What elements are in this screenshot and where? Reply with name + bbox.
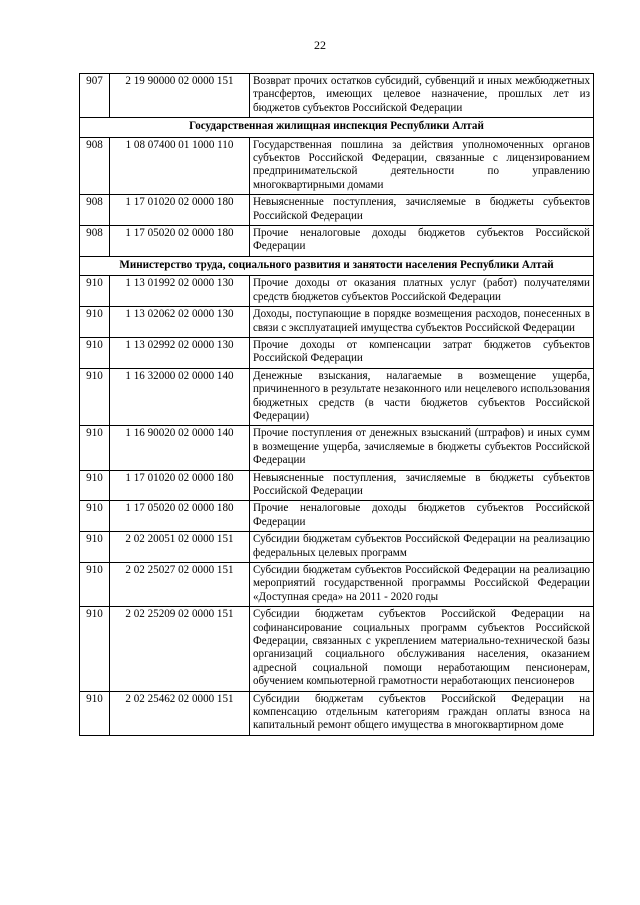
table-row [80, 195, 594, 226]
table-row [80, 470, 594, 501]
table-row [80, 426, 594, 470]
budget-code-cell: 2 19 90000 02 0000 151 [110, 74, 250, 118]
budget-code-cell: 1 13 02992 02 0000 130 [110, 337, 250, 368]
description-cell: Доходы, поступающие в порядке возмещения расходов, понесенных в связи с эксплуатацией имущества субъектов Российской Федерации [250, 307, 594, 338]
admin-code-cell: 910 [80, 470, 110, 501]
description-cell: Прочие поступления от денежных взысканий (штрафов) и иных сумм в возмещение ущерба, зачисляемые в бюджеты субъектов Российской Федерации [250, 426, 594, 470]
section-title: Государственная жилищная инспекция Республики Алтай [80, 118, 594, 137]
admin-code-cell: 910 [80, 307, 110, 338]
table-row [80, 368, 594, 426]
description-cell: Субсидии бюджетам субъектов Российской Федерации на реализацию мероприятий государственной программы Российской Федерации «Доступная среда» на 2011 - 2020 годы [250, 563, 594, 607]
table-row [80, 137, 594, 195]
table-row [80, 691, 594, 735]
budget-code-cell: 2 02 25209 02 0000 151 [110, 607, 250, 691]
budget-code-cell: 2 02 20051 02 0000 151 [110, 532, 250, 563]
budget-code-cell: 1 13 02062 02 0000 130 [110, 307, 250, 338]
description-cell: Прочие неналоговые доходы бюджетов субъектов Российской Федерации [250, 501, 594, 532]
table-row [80, 501, 594, 532]
income-codes-table [79, 73, 594, 736]
budget-code-cell: 2 02 25027 02 0000 151 [110, 563, 250, 607]
admin-code-cell: 910 [80, 607, 110, 691]
admin-code-cell: 910 [80, 501, 110, 532]
description-cell: Субсидии бюджетам субъектов Российской Федерации на софинансирование социальных программ субъектов Российской Федерации, связанных с укреплением материально-технической базы организаций социального обслуживания населения, оказанием адресной социальной помощи неработающим пенсионерам, обучением компьютерной грамотности неработающих пенсионеров [250, 607, 594, 691]
admin-code-cell: 910 [80, 337, 110, 368]
budget-code-cell: 1 17 01020 02 0000 180 [110, 470, 250, 501]
admin-code-cell: 910 [80, 368, 110, 426]
budget-code-cell: 1 17 01020 02 0000 180 [110, 195, 250, 226]
budget-code-cell: 1 17 05020 02 0000 180 [110, 226, 250, 257]
table-row [80, 74, 594, 118]
section-header-row [80, 256, 594, 275]
section-header-row [80, 118, 594, 137]
admin-code-cell: 908 [80, 195, 110, 226]
budget-code-cell: 1 16 32000 02 0000 140 [110, 368, 250, 426]
budget-code-cell: 1 08 07400 01 1000 110 [110, 137, 250, 195]
description-cell: Возврат прочих остатков субсидий, субвенций и иных межбюджетных трансфертов, имеющих целевое назначение, прошлых лет из бюджетов субъектов Российской Федерации [250, 74, 594, 118]
description-cell: Государственная пошлина за действия уполномоченных органов субъектов Российской Федерации, связанные с лицензированием предпринимательской деятельности по управлению многоквартирными домами [250, 137, 594, 195]
table-row [80, 226, 594, 257]
table-row [80, 532, 594, 563]
description-cell: Невыясненные поступления, зачисляемые в бюджеты субъектов Российской Федерации [250, 470, 594, 501]
admin-code-cell: 910 [80, 563, 110, 607]
budget-code-cell: 1 16 90020 02 0000 140 [110, 426, 250, 470]
admin-code-cell: 910 [80, 426, 110, 470]
description-cell: Прочие доходы от оказания платных услуг (работ) получателями средств бюджетов субъектов Российской Федерации [250, 276, 594, 307]
admin-code-cell: 910 [80, 276, 110, 307]
admin-code-cell: 908 [80, 226, 110, 257]
budget-code-cell: 1 13 01992 02 0000 130 [110, 276, 250, 307]
admin-code-cell: 907 [80, 74, 110, 118]
section-title: Министерство труда, социального развития и занятости населения Республики Алтай [80, 256, 594, 275]
description-cell: Субсидии бюджетам субъектов Российской Федерации на компенсацию отдельным категориям граждан оплаты взноса на капитальный ремонт общего имущества в многоквартирном доме [250, 691, 594, 735]
table-row [80, 563, 594, 607]
table-row [80, 276, 594, 307]
description-cell: Субсидии бюджетам субъектов Российской Федерации на реализацию федеральных целевых программ [250, 532, 594, 563]
admin-code-cell: 910 [80, 532, 110, 563]
admin-code-cell: 908 [80, 137, 110, 195]
table-row [80, 607, 594, 691]
budget-code-cell: 1 17 05020 02 0000 180 [110, 501, 250, 532]
budget-code-cell: 2 02 25462 02 0000 151 [110, 691, 250, 735]
description-cell: Невыясненные поступления, зачисляемые в бюджеты субъектов Российской Федерации [250, 195, 594, 226]
page-number: 22 [314, 38, 326, 52]
table-row [80, 337, 594, 368]
table-row [80, 307, 594, 338]
description-cell: Прочие доходы от компенсации затрат бюджетов субъектов Российской Федерации [250, 337, 594, 368]
description-cell: Прочие неналоговые доходы бюджетов субъектов Российской Федерации [250, 226, 594, 257]
description-cell: Денежные взыскания, налагаемые в возмещение ущерба, причиненного в результате незаконного или нецелевого использования бюджетных средств (в части бюджетов субъектов Российской Федерации) [250, 368, 594, 426]
admin-code-cell: 910 [80, 691, 110, 735]
